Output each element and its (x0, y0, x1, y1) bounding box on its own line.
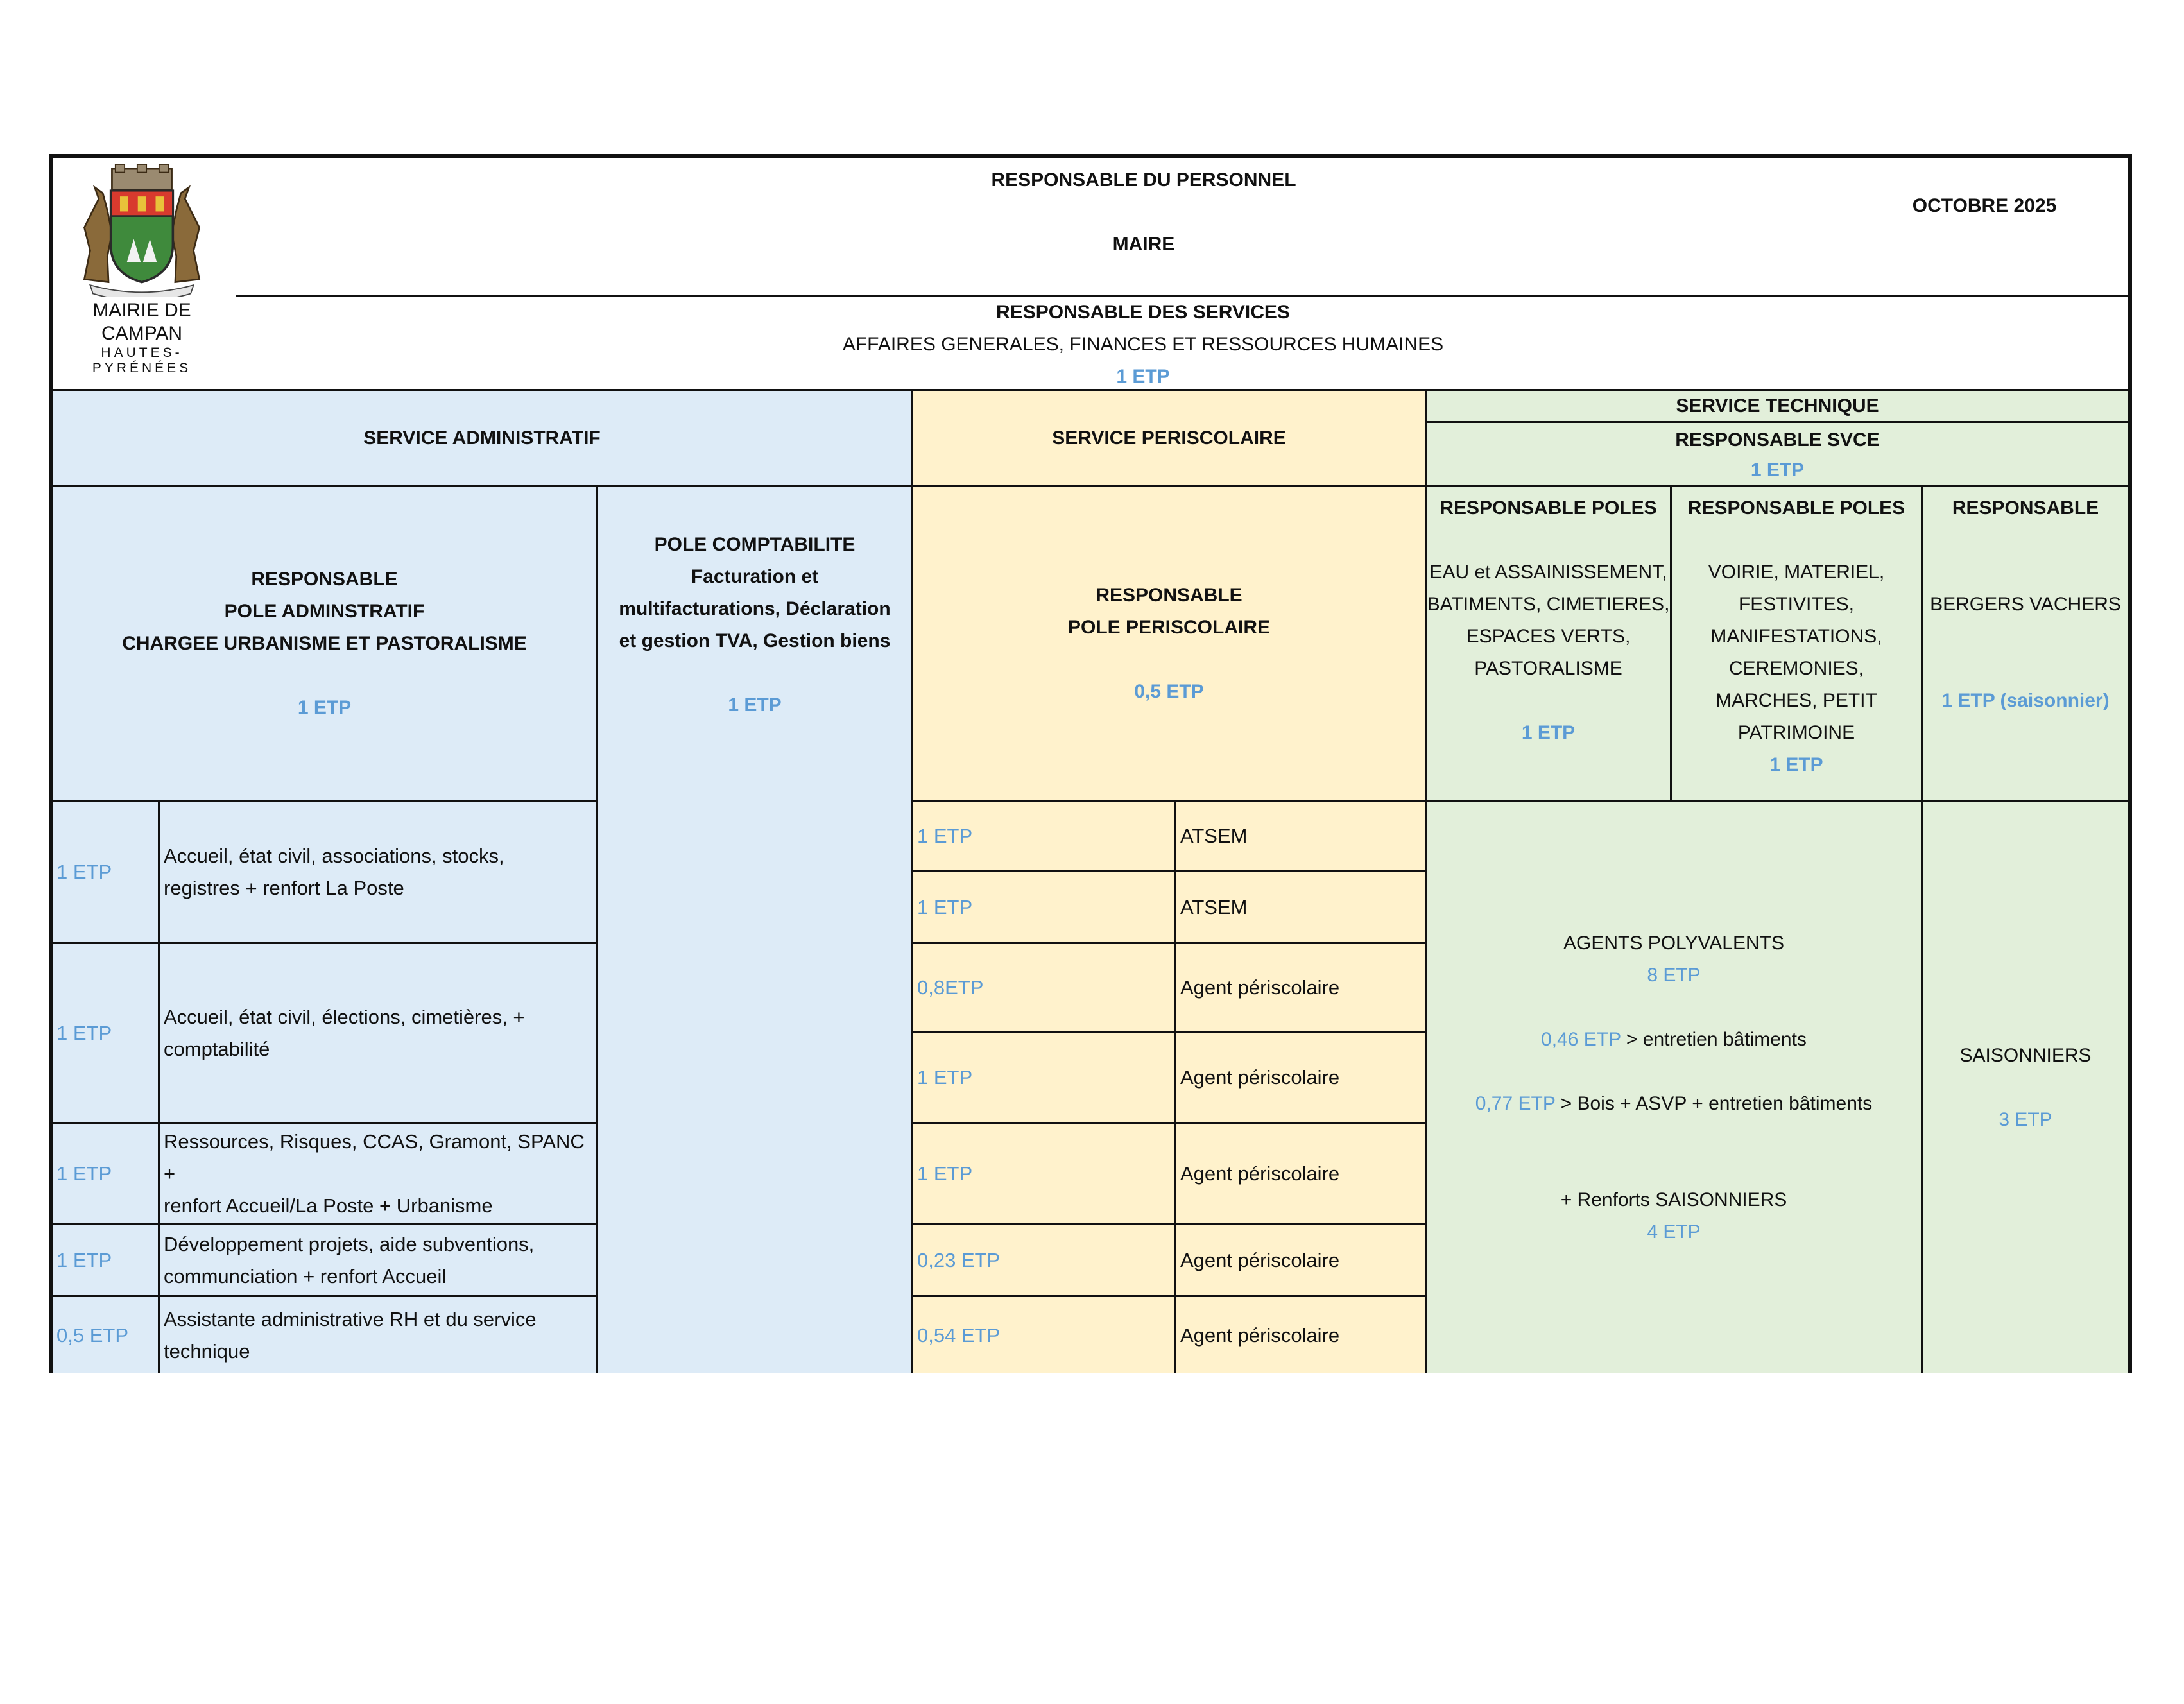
logo-name: MAIRIE DE CAMPAN (92, 300, 191, 344)
technique-pole-line: EAU et ASSAINISSEMENT, (1429, 562, 1667, 583)
technique-pole-line: ESPACES VERTS, (1466, 626, 1631, 647)
admin-responsable-line2: POLE ADMINSTRATIF (224, 600, 425, 622)
admin-service-title: SERVICE ADMINISTRATIF (363, 427, 601, 449)
technique-pole-line: BERGERS VACHERS (1930, 594, 2121, 615)
admin-row-description (158, 944, 596, 1122)
admin-row-line1: Assistante administrative RH et du service (164, 1307, 537, 1330)
technique-pole-title: RESPONSABLE POLES (1687, 497, 1905, 519)
periscolaire-row-role: Agent périscolaire (1174, 944, 1427, 1031)
periscolaire-row (911, 870, 1425, 942)
admin-responsable-line3: CHARGEE URBANISME ET PASTORALISME (122, 632, 527, 654)
technique-pole (1425, 485, 1670, 800)
admin-responsable-block (53, 485, 596, 800)
periscolaire-row-role: Agent périscolaire (1174, 1297, 1427, 1373)
agents-etp: 8 ETP (1647, 964, 1701, 986)
periscolaire-responsable-line2: POLE PERISCOLAIRE (1067, 616, 1271, 638)
admin-row-description (158, 1297, 596, 1373)
admin-row-description (158, 1124, 596, 1223)
periscolaire-row-role: Agent périscolaire (1174, 1225, 1427, 1295)
maire-label: MAIRE (1112, 234, 1175, 255)
responsable-services-subtitle: AFFAIRES GENERALES, FINANCES ET RESSOURCES HUMAINES (842, 334, 1444, 355)
admin-row-line2: technique (164, 1339, 250, 1363)
periscolaire-row-etp: 1 ETP (917, 824, 973, 847)
compta-pole-block (596, 485, 911, 1373)
periscolaire-service-header (911, 389, 1425, 485)
responsable-services-etp: 1 ETP (1116, 366, 1170, 387)
technique-responsable-title: RESPONSABLE SVCE (1675, 429, 1880, 451)
logo (62, 164, 222, 376)
admin-row (53, 800, 596, 942)
agents-renforts: + Renforts SAISONNIERS (1560, 1189, 1787, 1210)
admin-row-line2: communciation + renfort Accueil (164, 1264, 447, 1287)
agents-item (1541, 1024, 1807, 1056)
coat-of-arms-icon (58, 164, 225, 297)
technique-pole-line: CEREMONIES, (1728, 658, 1864, 679)
periscolaire-responsable-line1: RESPONSABLE (1096, 584, 1242, 606)
periscolaire-row (911, 1223, 1425, 1295)
periscolaire-row-role: ATSEM (1174, 802, 1427, 870)
admin-row-line2: registres + renfort La Poste (164, 876, 404, 899)
admin-row-description (158, 802, 596, 942)
agents-item (1475, 1088, 1872, 1120)
periscolaire-row-etp: 1 ETP (917, 1065, 973, 1089)
technique-pole-line: MANIFESTATIONS, (1710, 626, 1882, 647)
admin-service-header (53, 389, 911, 485)
periscolaire-row-etp: 0,54 ETP (917, 1323, 1001, 1347)
admin-row-line2: renfort Accueil/La Poste + Urbanisme (164, 1194, 493, 1217)
org-chart-frame (49, 154, 2132, 1373)
admin-responsable-line1: RESPONSABLE (251, 568, 398, 590)
admin-row-etp: 1 ETP (56, 1162, 112, 1185)
responsable-services-block (236, 297, 2050, 393)
admin-row-line1: Ressources, Risques, CCAS, Gramont, SPANC + (164, 1130, 585, 1185)
technique-pole-line: VOIRIE, MATERIEL, (1708, 562, 1885, 583)
saisonniers-block (1921, 800, 2128, 1373)
technique-pole-line: MARCHES, PETIT (1715, 690, 1877, 711)
admin-row (53, 1122, 596, 1223)
agents-item-etp: 0,77 ETP (1475, 1092, 1556, 1114)
admin-row-line1: Accueil, état civil, élections, cimetières, + (164, 1005, 525, 1028)
agents-renforts-etp: 4 ETP (1647, 1221, 1701, 1243)
periscolaire-row-role: ATSEM (1174, 872, 1427, 942)
admin-row-description (158, 1225, 596, 1295)
technique-pole-line: PATRIMOINE (1737, 722, 1855, 743)
agents-item-text: > entretien bâtiments (1621, 1028, 1807, 1050)
agents-polyvalents-block (1425, 800, 1921, 1373)
saisonniers-etp: 3 ETP (1999, 1108, 2052, 1130)
periscolaire-row-etp: 1 ETP (917, 895, 973, 918)
admin-row-etp: 0,5 ETP (56, 1323, 128, 1347)
technique-service-header (1425, 389, 2128, 421)
report-date: OCTOBRE 2025 (1912, 195, 2057, 216)
technique-pole-line: PASTORALISME (1474, 658, 1622, 679)
admin-row-line1: Développement projets, aide subventions, (164, 1232, 535, 1255)
technique-pole-line: FESTIVITES, (1738, 594, 1855, 615)
technique-pole-title: RESPONSABLE (1952, 497, 2099, 519)
saisonniers-title: SAISONNIERS (1959, 1044, 2092, 1066)
agents-title: AGENTS POLYVALENTS (1563, 932, 1784, 954)
admin-row (53, 1223, 596, 1295)
periscolaire-service-title: SERVICE PERISCOLAIRE (1052, 427, 1286, 449)
compta-etp: 1 ETP (728, 694, 782, 716)
periscolaire-row (911, 1295, 1425, 1373)
admin-row-line1: Accueil, état civil, associations, stocks, (164, 844, 504, 867)
technique-pole-title: RESPONSABLE POLES (1440, 497, 1657, 519)
technique-pole-etp: 1 ETP (1521, 722, 1576, 743)
logo-region: HAUTES-PYRÉNÉES (92, 345, 192, 375)
agents-item-etp: 0,46 ETP (1541, 1028, 1621, 1050)
compta-line2: Facturation et (691, 566, 819, 587)
periscolaire-row-etp: 1 ETP (917, 1162, 973, 1185)
technique-pole-etp: 1 ETP (saisonnier) (1941, 690, 2110, 711)
compta-line4: et gestion TVA, Gestion biens (619, 630, 891, 651)
admin-row-etp: 1 ETP (56, 1021, 112, 1044)
compta-line3: multifacturations, Déclaration (619, 598, 891, 619)
periscolaire-row-role: Agent périscolaire (1174, 1033, 1427, 1122)
periscolaire-row-etp: 0,23 ETP (917, 1248, 1001, 1271)
responsable-personnel: RESPONSABLE DU PERSONNEL (991, 169, 1296, 191)
periscolaire-row (911, 942, 1425, 1031)
admin-row-line2: comptabilité (164, 1037, 270, 1060)
technique-pole (1921, 485, 2128, 800)
admin-row-etp: 1 ETP (56, 1248, 112, 1271)
technique-service-title: SERVICE TECHNIQUE (1676, 395, 1879, 417)
responsable-services-title: RESPONSABLE DES SERVICES (996, 302, 1290, 323)
technique-pole-etp: 1 ETP (1769, 754, 1823, 775)
periscolaire-row (911, 800, 1425, 870)
admin-row-etp: 1 ETP (56, 860, 112, 883)
periscolaire-row-role: Agent périscolaire (1174, 1124, 1427, 1223)
periscolaire-responsable-block (911, 485, 1425, 800)
agents-item-text: > Bois + ASVP + entretien bâtiments (1555, 1092, 1873, 1114)
technique-pole-line: BATIMENTS, CIMETIERES, (1427, 594, 1670, 615)
admin-row (53, 942, 596, 1122)
periscolaire-row (911, 1122, 1425, 1223)
admin-row (53, 1295, 596, 1373)
periscolaire-row-etp: 0,8ETP (917, 976, 984, 999)
periscolaire-row (911, 1031, 1425, 1122)
admin-responsable-etp: 1 ETP (297, 696, 352, 718)
technique-responsable-etp: 1 ETP (1750, 459, 1805, 481)
compta-line1: POLE COMPTABILITE (654, 534, 856, 555)
technique-pole (1670, 485, 1921, 800)
technique-responsable-block (1425, 421, 2128, 485)
periscolaire-responsable-etp: 0,5 ETP (1134, 680, 1204, 702)
